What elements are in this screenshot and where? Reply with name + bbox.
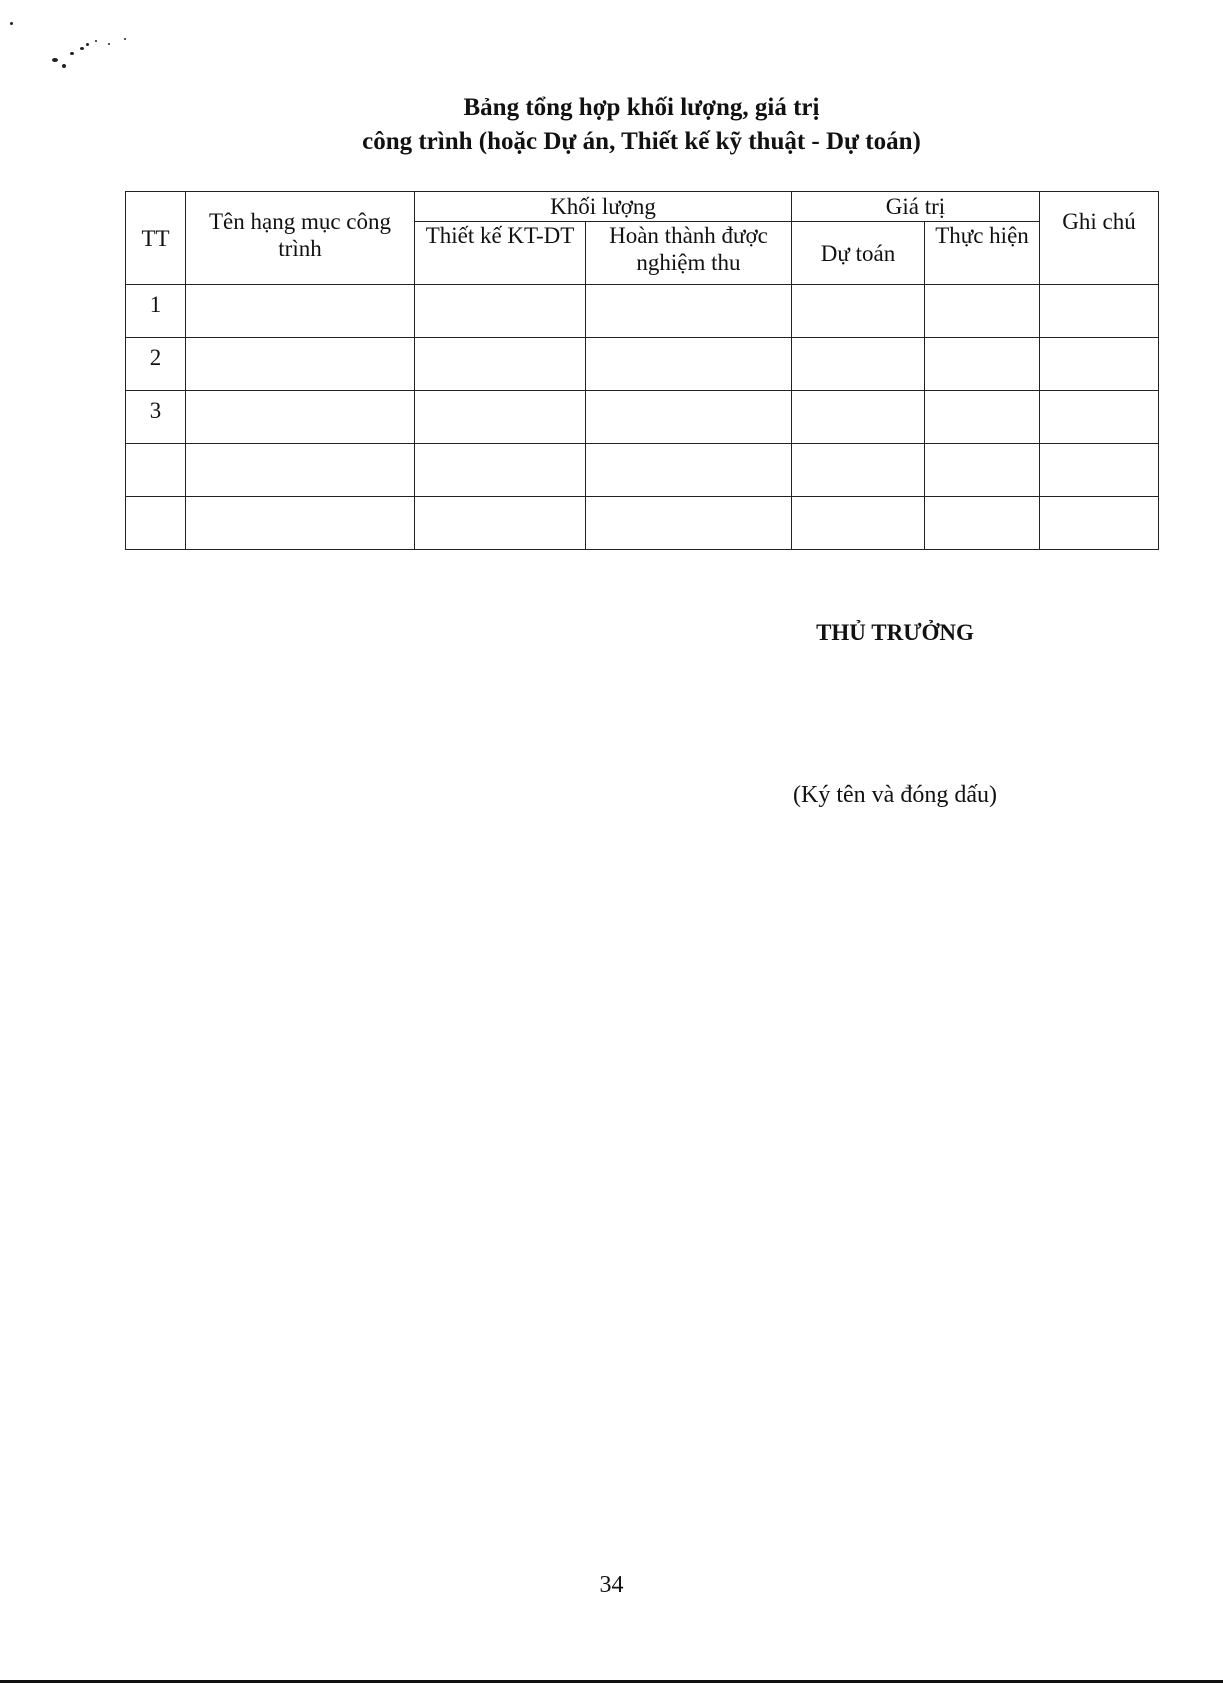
cell-empty bbox=[586, 338, 792, 391]
speckle bbox=[80, 47, 84, 50]
cell-empty bbox=[415, 338, 586, 391]
summary-table bbox=[125, 191, 1159, 550]
cell-empty bbox=[925, 391, 1040, 444]
cell-empty bbox=[586, 391, 792, 444]
table-header-row bbox=[126, 192, 1159, 222]
cell-empty bbox=[186, 338, 415, 391]
page-number: 34 bbox=[599, 1572, 624, 1598]
cell-empty bbox=[1040, 444, 1159, 497]
cell-empty bbox=[1040, 338, 1159, 391]
cell-empty bbox=[186, 444, 415, 497]
cell-empty bbox=[925, 285, 1040, 338]
cell-empty bbox=[792, 497, 925, 550]
header-volume-design: Thiết kế KT-DT bbox=[415, 222, 586, 285]
table-row bbox=[126, 391, 1159, 444]
header-value-estimate: Dự toán bbox=[792, 222, 925, 285]
speckle bbox=[70, 52, 74, 55]
header-note: Ghi chú bbox=[1040, 192, 1159, 285]
header-volume-accepted: Hoàn thành được nghiệm thu bbox=[586, 222, 792, 285]
header-item-name: Tên hạng mục công trình bbox=[186, 192, 415, 285]
signature-title: THỦ TRƯỞNG bbox=[816, 620, 974, 645]
cell-tt bbox=[126, 497, 186, 550]
cell-empty bbox=[415, 444, 586, 497]
speckle bbox=[62, 64, 66, 68]
speckle bbox=[52, 58, 58, 62]
header-value-actual: Thực hiện bbox=[925, 222, 1040, 285]
table-row bbox=[126, 338, 1159, 391]
table-row bbox=[126, 444, 1159, 497]
speckle bbox=[95, 40, 97, 42]
signature-note: (Ký tên và đóng dấu) bbox=[793, 782, 997, 808]
table-row bbox=[126, 497, 1159, 550]
cell-empty bbox=[586, 497, 792, 550]
table-row bbox=[126, 285, 1159, 338]
cell-tt: 2 bbox=[126, 338, 186, 391]
cell-empty bbox=[925, 338, 1040, 391]
cell-empty bbox=[925, 444, 1040, 497]
cell-empty bbox=[792, 285, 925, 338]
cell-empty bbox=[792, 338, 925, 391]
cell-empty bbox=[415, 497, 586, 550]
cell-empty bbox=[792, 444, 925, 497]
cell-empty bbox=[415, 391, 586, 444]
header-volume: Khối lượng bbox=[415, 192, 792, 222]
cell-empty bbox=[586, 285, 792, 338]
cell-empty bbox=[1040, 497, 1159, 550]
bottom-rule bbox=[0, 1680, 1223, 1683]
speckle bbox=[124, 38, 126, 40]
speckle bbox=[108, 43, 110, 45]
header-value: Giá trị bbox=[792, 192, 1040, 222]
cell-empty bbox=[586, 444, 792, 497]
header-tt: TT bbox=[126, 192, 186, 285]
cell-empty bbox=[1040, 285, 1159, 338]
cell-empty bbox=[925, 497, 1040, 550]
cell-tt: 1 bbox=[126, 285, 186, 338]
document-title-line-1: Bảng tổng hợp khối lượng, giá trị bbox=[463, 94, 820, 121]
speckle bbox=[10, 22, 13, 25]
cell-empty bbox=[1040, 391, 1159, 444]
cell-tt bbox=[126, 444, 186, 497]
cell-empty bbox=[186, 285, 415, 338]
cell-empty bbox=[186, 391, 415, 444]
cell-empty bbox=[186, 497, 415, 550]
cell-tt: 3 bbox=[126, 391, 186, 444]
cell-empty bbox=[792, 391, 925, 444]
speckle bbox=[86, 43, 89, 46]
document-title-line-2: công trình (hoặc Dự án, Thiết kế kỹ thuật - Dự toán) bbox=[362, 128, 921, 155]
cell-empty bbox=[415, 285, 586, 338]
